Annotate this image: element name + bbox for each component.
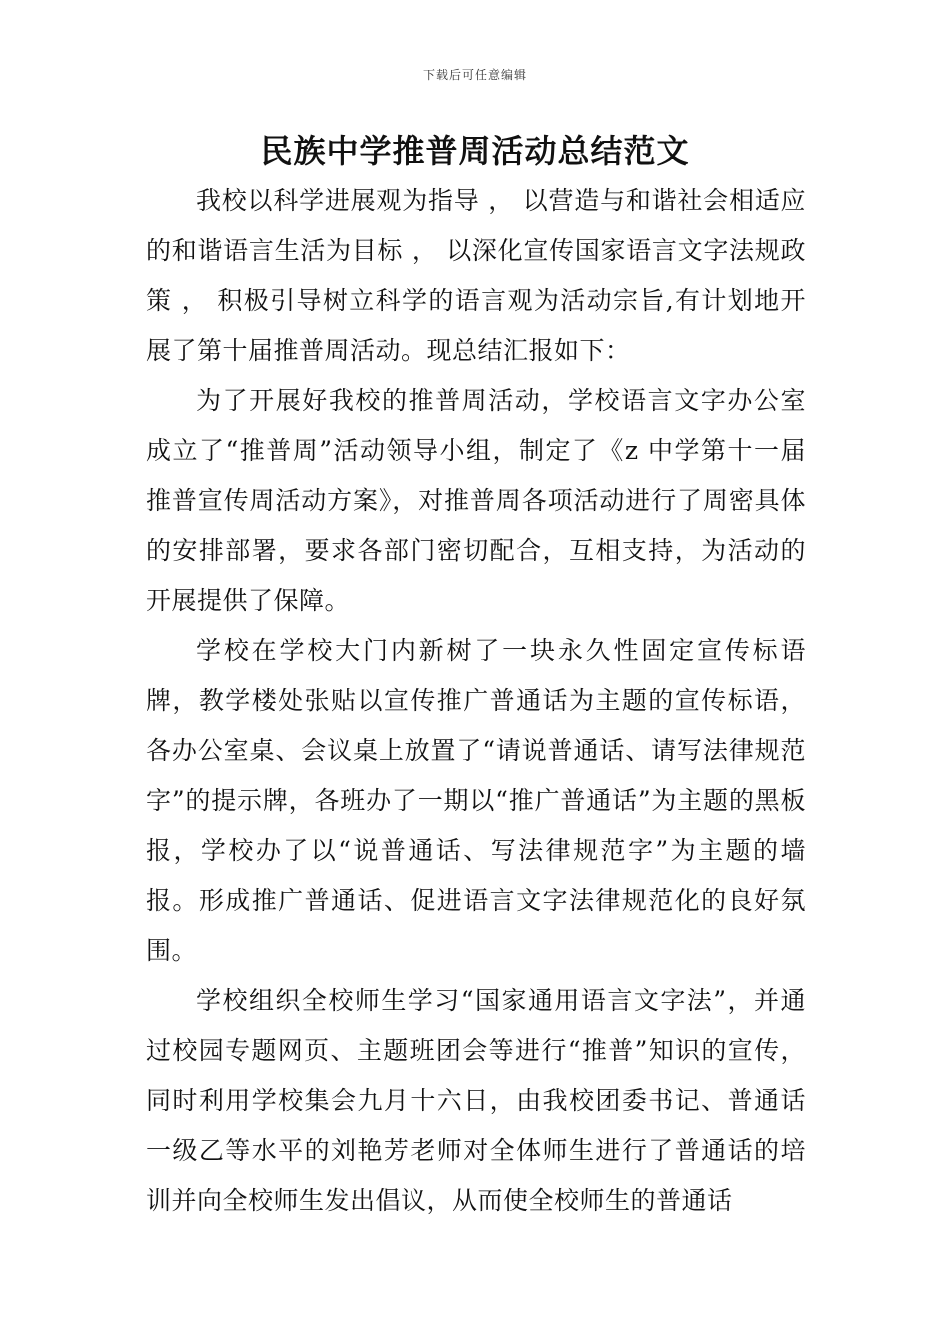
paragraph-3: 学校在学校大门内新树了一块永久性固定宣传标语牌，教学楼处张贴以宣传推广普通话为主题的宣传标语，各办公室桌、会议桌上放置了“请说普通话、请写法律规范字”的提示牌，各班办了一期以“推广普通话”为主题的黑板报，学校办了以“说普通话、写法律规范字”为主题的墙报。形成推广普通话、促进语言文字法律规范化的良好氛围。 [146,636,806,965]
paragraph-2: 为了开展好我校的推普周活动，学校语言文字办公室成立了“推普周”活动领导小组，制定了《z 中学第十一届推普宣传周活动方案》，对推普周各项活动进行了周密具体的安排部署，要求各部门密切配合，互相支持，为活动的开展提供了保障。 [146,386,806,615]
document-title: 民族中学推普周活动总结范文 [260,132,690,170]
page-header-note: 下载后可任意编辑 [422,68,527,82]
paragraph-4: 学校组织全校师生学习“国家通用语言文字法”，并通过校园专题网页、主题班团会等进行“推普”知识的宣传，同时利用学校集会九月十六日，由我校团委书记、普通话一级乙等水平的刘艳芳老师对全体师生进行了普通话的培训并向全校师生发出倡议，从而使全校师生的普通话 [146,986,806,1215]
document-body [146,176,806,1226]
paragraph-1: 我校以科学进展观为指导 ， 以营造与和谐社会相适应的和谐语言生活为目标 ， 以深化宣传国家语言文字法规政策 ， 积极引导树立科学的语言观为活动宗旨,有计划地开展了第十届推普周活动。现总结汇报如下： [146,186,806,365]
